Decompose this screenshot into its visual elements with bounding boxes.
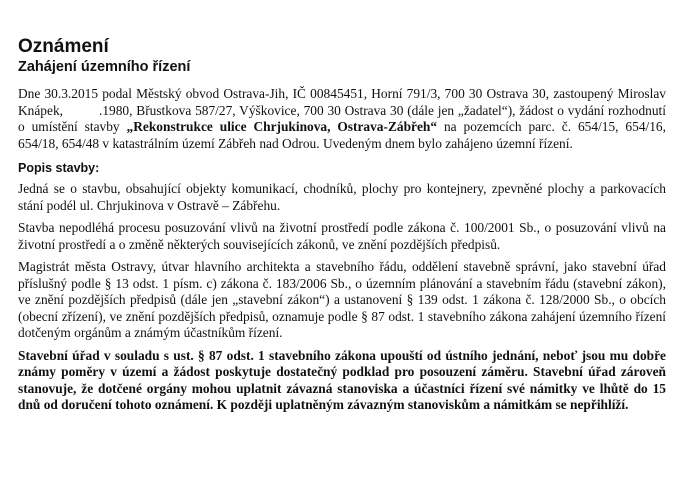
document-subtitle: Zahájení územního řízení	[18, 59, 191, 75]
project-name: „Rekonstrukce ulice Chrjukinova, Ostrava-Zábřeh“	[126, 119, 438, 134]
description-paragraph-1: Jedná se o stavbu, obsahující objekty komunikací, chodníků, plochy pro kontejnery, zpevněné plochy a parkovacích stání podél ul. Chrjukinova v Ostravě – Zábřehu.	[18, 181, 666, 213]
intro-text-part2: .1980, Břustkova 587/27, Výškovice, 700 30 Ostrava 30 (dále jen „žadatel“), žádost o vydání rozhodnutí o umístění stavby	[18, 102, 666, 134]
document-page	[18, 36, 666, 420]
document-title: Oznámení	[18, 36, 109, 57]
intro-paragraph	[18, 86, 666, 152]
description-paragraph-3: Magistrát města Ostravy, útvar hlavního architekta a stavebního řádu, oddělení stavebně správní, jako stavební úřad příslušný podle § 13 odst. 1 písm. c) zákona č. 183/2006 Sb., o územním plánování a stavebním řádu (stavební zákon), ve znění pozdějších předpisů (dále jen „stavební zákon“) a ustanovení § 139 odst. 1 zákona č. 128/2000 Sb., o obcích (obecní zřízení), ve znění pozdějších předpisů, oznamuje podle § 87 odst. 1 stavebního zákona zahájení územního řízení dotčeným orgánům a známým účastníkům řízení.	[18, 259, 666, 340]
intro-text-part3: na pozemcích parc. č. 654/15, 654/16, 654/18, 654/48 v katastrálním území Zábřeh nad Odrou. Uvedeným dnem bylo zahájeno územní řízení.	[18, 119, 666, 151]
intro-text-part1: Dne 30.3.2015 podal Městský obvod Ostrava-Jih, IČ 00845451, Horní 791/3, 700 30 Ostrava 30, zastoupený Miroslav Knápek,	[18, 86, 666, 118]
description-paragraph-2: Stavba nepodléhá procesu posuzování vlivů na životní prostředí podle zákona č. 100/2001 Sb., o posuzování vlivů na životní prostředí a o změně některých souvisejících zákonů, ve znění pozdějších předpisů.	[18, 220, 666, 252]
description-heading: Popis stavby:	[18, 161, 100, 175]
notice-paragraph: Stavební úřad v souladu s ust. § 87 odst. 1 stavebního zákona upouští od ústního jednání, neboť jsou mu dobře známy poměry v území a žádost poskytuje dostatečný podklad pro posouzení záměru. Stavební úřad zároveň stanovuje, že dotčené orgány mohou uplatnit závazná stanoviska a účastníci řízení své námitky ve lhůtě do 15 dnů od doručení tohoto oznámení. K později uplatněným závazným stanoviskům a námitkám se nepřihlíží.	[18, 347, 666, 412]
